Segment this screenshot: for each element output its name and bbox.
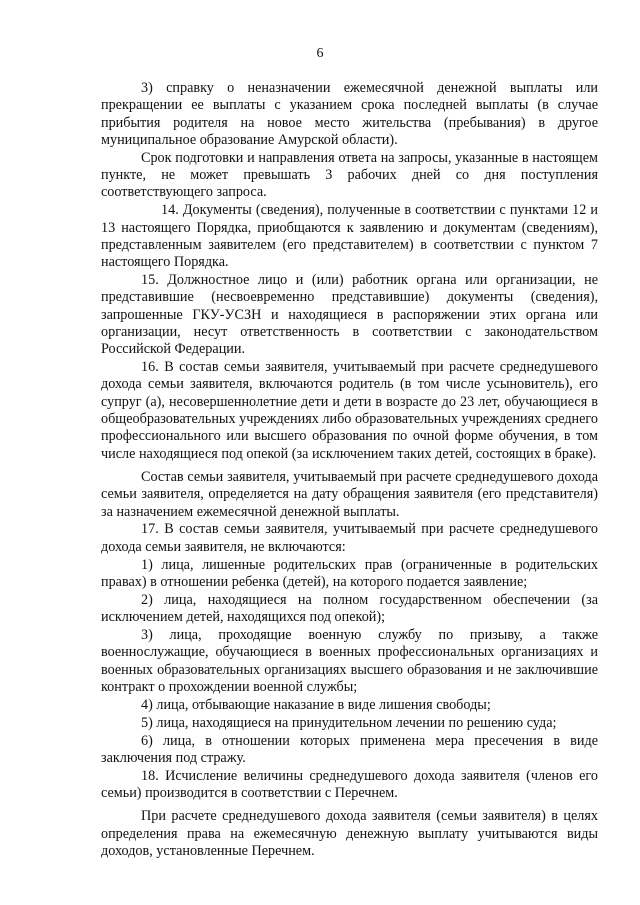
paragraph-17-item-5: 5) лица, находящиеся на принудительном лечении по решению суда; xyxy=(141,714,557,731)
paragraph-17-item-4: 4) лица, отбывающие наказание в виде лишения свободы; xyxy=(141,696,491,713)
page-number: 6 xyxy=(316,46,324,61)
paragraph-18: 18. Исчисление величины среднедушевого дохода заявителя (членов его семьи) производится в соответствии с Перечнем. xyxy=(101,767,598,801)
paragraph-14: 14. Документы (сведения), полученные в соответствии с пунктами 12 и 13 настоящего Порядка, приобщаются к заявлению и документам (сведениям), представленным заявителем (его представителем) в соответствии с пунктом 7 настоящего Порядка. xyxy=(101,202,598,271)
paragraph-response-deadline: Срок подготовки и направления ответа на запросы, указанные в настоящем пункте, не может превышать 3 рабочих дней со дня поступления соответствующего запроса. xyxy=(101,149,598,201)
paragraph-17-item-2: 2) лица, находящиеся на полном государственном обеспечении (за исключением детей, находящихся под опекой); xyxy=(101,591,598,626)
paragraph-17: 17. В состав семьи заявителя, учитываемый при расчете среднедушевого дохода семьи заявителя, не включаются: xyxy=(101,521,598,555)
paragraph-13-item-3: 3) справку о неназначении ежемесячной денежной выплаты или прекращении ее выплаты с указанием срока последней выплаты (в случае прибытия родителя на новое место жительства (пребывания) в другое муниципальное образование Амурской области). xyxy=(101,80,598,148)
document-body xyxy=(101,80,598,860)
paragraph-family-composition-date: Состав семьи заявителя, учитываемый при расчете среднедушевого дохода семьи заявителя, определяется на дату обращения заявителя (его представителя) за назначением ежемесячной денежной выплаты. xyxy=(101,468,598,520)
paragraph-income-types: При расчете среднедушевого дохода заявителя (семьи заявителя) в целях определения права на ежемесячную денежную выплату учитываются виды доходов, установленные Перечнем. xyxy=(101,808,598,859)
paragraph-15: 15. Должностное лицо и (или) работник органа или организации, не представившие (несвоевременно представившие) документы (сведения), запрошенные ГКУ-УСЗН и находящиеся в распоряжении этих органа или организации, несут ответственность в соответствии с законодательством Российской Федерации. xyxy=(101,272,598,358)
paragraph-17-item-1: 1) лица, лишенные родительских прав (ограниченные в родительских правах) в отношении ребенка (детей), на которого подается заявление; xyxy=(101,556,598,590)
paragraph-16: 16. В состав семьи заявителя, учитываемый при расчете среднедушевого дохода семьи заявителя, включаются родитель (в том числе усыновитель), его супруг (а), несовершеннолетние дети и дети в возрасте до 23 лет, обучающиеся в общеобразовательных учреждениях либо образовательных учреждениях среднего профессионального или высшего образования по очной форме обучения, в том числе находящиеся под опекой (за исключением таких детей, состоящих в браке). xyxy=(101,359,598,462)
paragraph-17-item-3: 3) лица, проходящие военную службу по призыву, а также военнослужащие, обучающиеся в военных профессиональных организациях и военных образовательных организациях высшего образования и не заключившие контракт о прохождении военной службы; xyxy=(101,626,598,695)
paragraph-17-item-6: 6) лица, в отношении которых применена мера пресечения в виде заключения под стражу. xyxy=(101,732,598,766)
